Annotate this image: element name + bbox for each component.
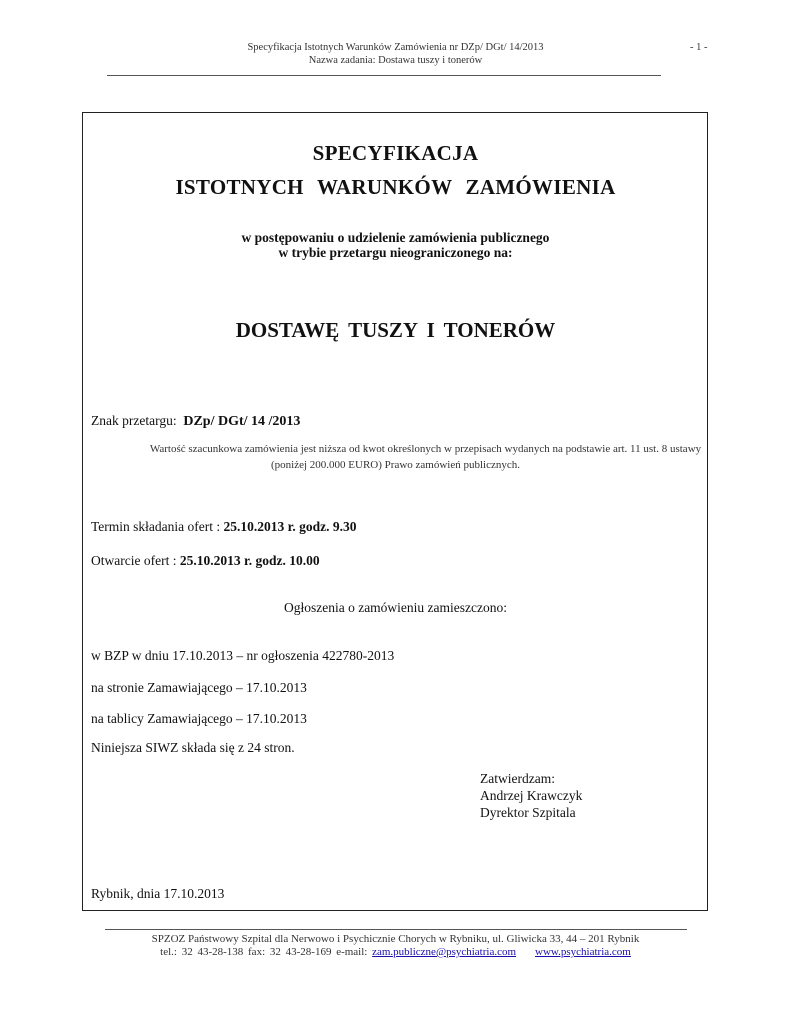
header-document-title: Specyfikacja Istotnych Warunków Zamówienia nr DZp/ DGt/ 14/2013 [247, 42, 544, 53]
approval-label: Zatwierdzam: [480, 771, 555, 786]
place-and-date: Rybnik, dnia 17.10.2013 [91, 886, 225, 901]
announcement-item: na tablicy Zamawiającego – 17.10.2013 [91, 711, 307, 726]
value-note-line-1: Wartość szacunkowa zamówienia jest niższa od kwot określonych w przepisach wydanych na podstawie art. 11 ust. 8 ustawy [149, 443, 702, 455]
subtitle-line-1: w postępowaniu o udzielenie zamówienia publicznego [241, 230, 550, 245]
opening-date [91, 553, 320, 569]
tender-sign [91, 413, 300, 430]
subtitle-line-2: w trybie przetargu nieograniczonego na: [278, 245, 513, 260]
submission-deadline-value: 25.10.2013 r. godz. 9.30 [223, 519, 357, 534]
footer-address: SPZOZ Państwowy Szpital dla Nerwowo i Psychicznie Chorych w Rybniku, ul. Gliwicka 33, 44 – 201 Rybnik [151, 933, 640, 945]
footer-contacts [0, 946, 791, 958]
tender-sign-label: Znak przetargu: [91, 413, 177, 428]
opening-date-label: Otwarcie ofert : [91, 553, 180, 568]
page-number: - 1 - [690, 42, 708, 53]
pages-note: Niniejsza SIWZ składa się z 24 stron. [91, 740, 295, 755]
title-line-1: SPECYFIKACJA [312, 141, 479, 165]
opening-date-value: 25.10.2013 r. godz. 10.00 [179, 553, 320, 568]
approver-name: Andrzej Krawczyk [480, 788, 583, 803]
header-divider [107, 75, 661, 76]
value-note-line-2: (poniżej 200.000 EURO) Prawo zamówień publicznych. [271, 459, 520, 471]
footer-email-link[interactable]: zam.publiczne@psychiatria.com [372, 946, 517, 958]
footer-phone-fax: tel.: 32 43-28-138 fax: 32 43-28-169 e-mail: [160, 946, 373, 958]
announcement-item: na stronie Zamawiającego – 17.10.2013 [91, 680, 307, 695]
value-note [82, 441, 709, 473]
tender-sign-value: DZp/ DGt/ 14 /2013 [183, 414, 301, 429]
approver-role: Dyrektor Szpitala [480, 805, 576, 820]
announcement-item: w BZP w dniu 17.10.2013 – nr ogłoszenia 422780-2013 [91, 648, 395, 663]
submission-deadline-label: Termin składania ofert : [91, 519, 224, 534]
announcements-heading: Ogłoszenia o zamówieniu zamieszczono: [283, 600, 508, 615]
footer-website-link[interactable]: www.psychiatria.com [535, 946, 631, 958]
header-task-name: Nazwa zadania: Dostawa tuszy i tonerów [308, 55, 483, 66]
footer-divider [105, 929, 687, 930]
submission-deadline [91, 519, 357, 535]
subject-title: DOSTAWĘ TUSZY I TONERÓW [235, 318, 556, 342]
title-line-2: ISTOTNYCH WARUNKÓW ZAMÓWIENIA [175, 175, 616, 199]
